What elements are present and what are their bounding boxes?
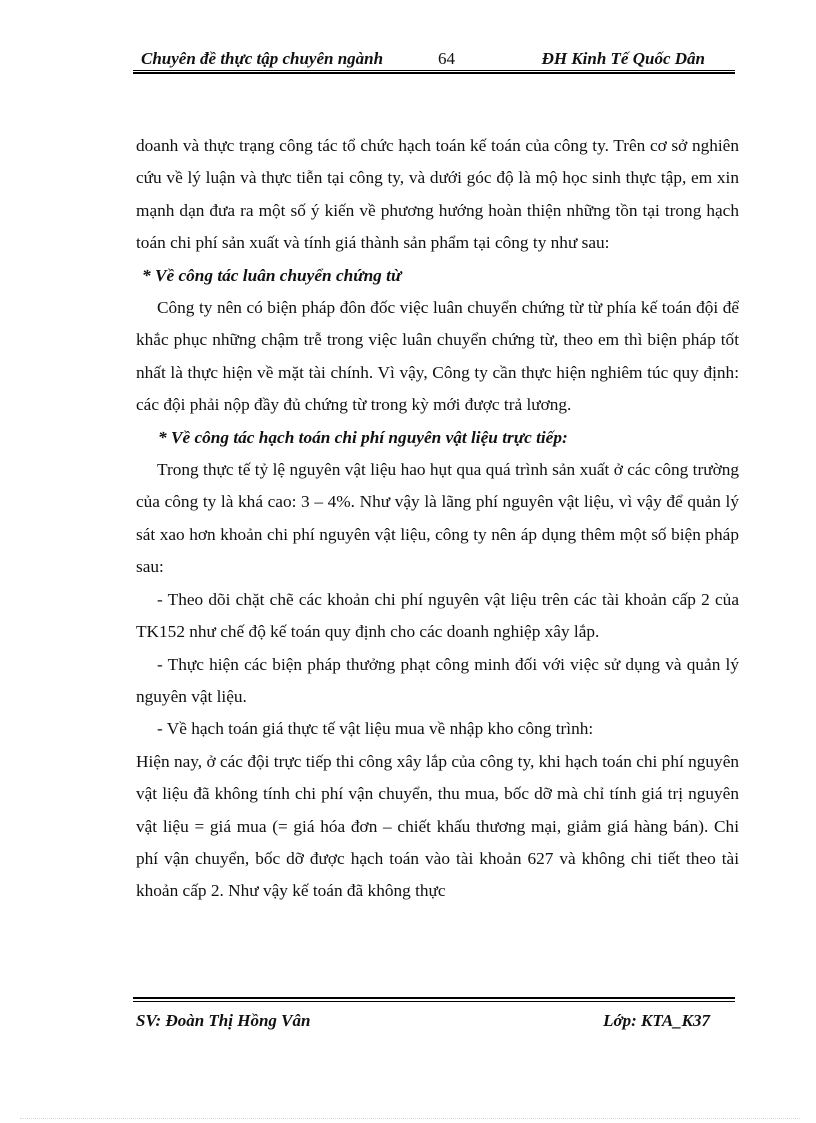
paragraph-current-practice: Hiện nay, ở các đội trực tiếp thi công xây lắp của công ty, khi hạch toán chi phí nguyên vật liệu đã không tính chi phí vận chuyển, thu mua, bốc dỡ mà chỉ tính giá trị nguyên vật liệu = giá mua (= giá hóa đơn – chiết khấu thương mại, giảm giá hàng bán). Chi phí vận chuyển, bốc dỡ được hạch toán vào tài khoản 627 và không chi tiết theo tài khoản cấp 2. Như vậy kế toán đã không thực [136, 751, 739, 901]
footer-class: Lớp: KTA_K37 [603, 1011, 710, 1030]
list-item-reward-penalty: - Thực hiện các biện pháp thưởng phạt công minh đối với việc sử dụng và quản lý nguyên vật liệu. [136, 654, 739, 706]
paragraph-intro: doanh và thực trạng công tác tổ chức hạch toán kế toán của công ty. Trên cơ sở nghiên cứu về lý luận và thực tiễn tại công ty, và dưới góc độ là mộ học sinh thực tập, em xin mạnh dạn đưa ra một số ý kiến về phương hướng hoàn thiện những tồn tại trong hạch toán chi phí sản xuất và tính giá thành sản phẩm tại công ty như sau: [136, 136, 739, 253]
list-item-track-costs: - Theo dõi chặt chẽ các khoản chi phí nguyên vật liệu trên các tài khoản cấp 2 của TK152 như chế độ kế toán quy định cho các doanh nghiệp xây lắp. [136, 589, 739, 642]
document-body [136, 130, 739, 908]
paragraph-document-flow: Công ty nên có biện pháp đôn đốc việc luân chuyển chứng từ từ phía kế toán đội để khắc phục những chậm trễ trong việc luân chuyển chứng từ, theo em thì biện pháp tốt nhất là thực hiện về mặt tài chính. Vì vậy, Công ty cần thực hiện nghiêm túc quy định: các đội phải nộp đầy đủ chứng từ trong kỳ mới được trả lương. [136, 298, 739, 415]
footer-rule-thick [133, 997, 735, 999]
paragraph-material-loss: Trong thực tế tỷ lệ nguyên vật liệu hao hụt qua quá trình sản xuất ở các công trường của công ty là khá cao: 3 – 4%. Như vậy là lãng phí nguyên vật liệu, vì vậy để quản lý sát xao hơn khoản chi phí nguyên vật liệu, công ty nên áp dụng thêm một số biện pháp sau: [136, 460, 739, 577]
page-number: 64 [438, 49, 455, 68]
page-edge-dots [20, 1118, 800, 1119]
page-footer [136, 1011, 736, 1037]
page-header [133, 47, 735, 71]
header-rule-thin [133, 70, 735, 71]
section-heading-document-flow: * Về công tác luân chuyển chứng từ [142, 265, 402, 285]
header-university: ĐH Kinh Tế Quốc Dân [541, 49, 705, 68]
header-rule-thick [133, 72, 735, 74]
footer-rule-thin [133, 1001, 735, 1002]
footer-student-name: SV: Đoàn Thị Hồng Vân [136, 1011, 311, 1030]
list-item-actual-price: - Về hạch toán giá thực tế vật liệu mua về nhập kho công trình: [157, 719, 594, 739]
section-heading-material-cost: * Về công tác hạch toán chi phí nguyên vật liệu trực tiếp: [158, 427, 568, 447]
header-report-title: Chuyên đề thực tập chuyên ngành [141, 49, 384, 68]
